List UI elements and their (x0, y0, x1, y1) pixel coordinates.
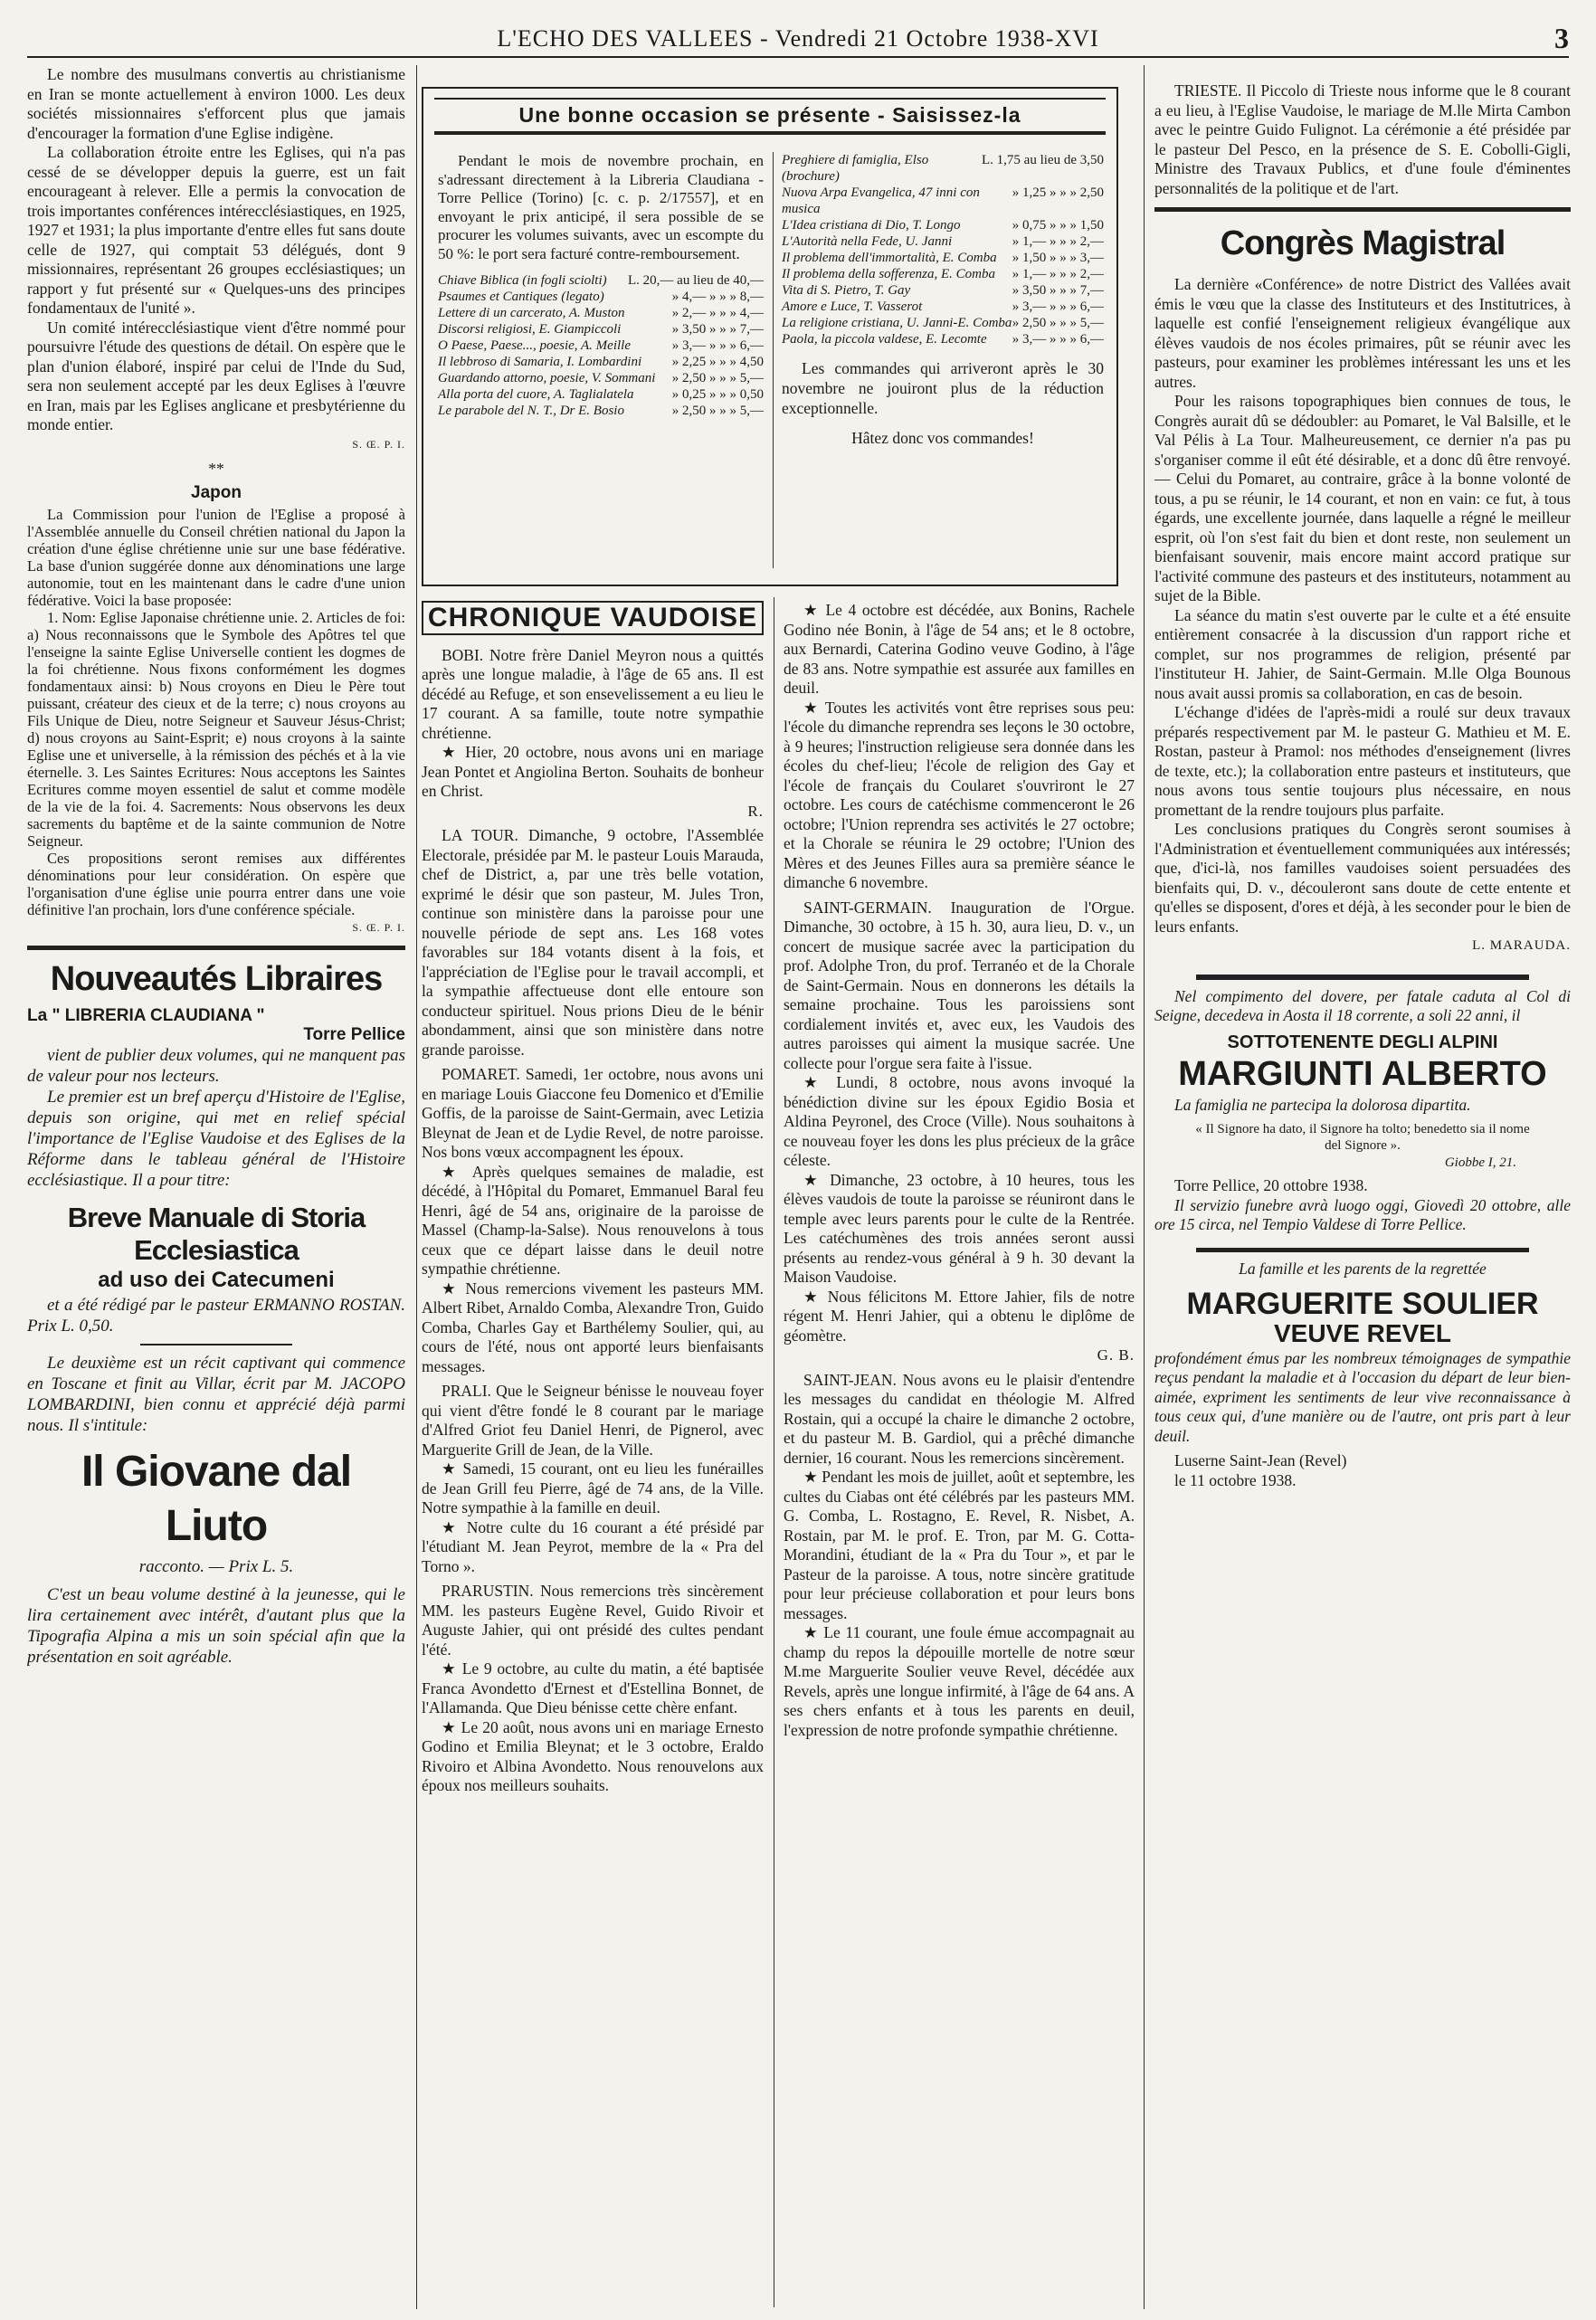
signature: S. Œ. P. I. (352, 921, 405, 934)
article-paragraph: BOBI. Notre frère Daniel Meyron nous a quittés après une longue maladie, à l'âge de 65 ans. Il est décédé au Refuge, et son ensevelissement a eu lieu le 17 courant. A sa famille, toute notre sympathie chrétienne. (422, 645, 764, 742)
offer-hurry: Hâtez donc vos commandes! (851, 429, 1034, 447)
book-offer-price: L. 20,— au lieu de 40,— (628, 273, 764, 288)
book-offer-price: » 1,50 » » » 3,— (1012, 251, 1104, 265)
article-paragraph: Un comité intérecclésiastique vient d'être nommé pour poursuivre l'étude des questions de détail. On espère que le plan d'union élaboré, inspiré par celui de l'Inde du Sud, sera non seulement accepté par les deux Eglises à l'œuvre en Iran, mais par les Eglises anglicane et presbytérienne du monde entier. (27, 318, 405, 433)
book-offer-price: » 2,25 » » » 4,50 (671, 355, 764, 369)
book-offer-title: Nuova Arpa Evangelica, 47 inni con musica (782, 185, 980, 216)
book-offer-item (782, 233, 1104, 250)
signature: G. B. (1097, 1346, 1135, 1364)
book-offer-price: » 1,— » » » 2,— (1012, 234, 1104, 249)
article-paragraph: L'échange d'idées de l'après-midi a roulé sur deux travaux préparés respectivement par M. le pasteur G. Mathieu et M. E. Rostan, pasteur à Pramol: nos méthodes d'enseignement (livres de texte, etc.); la collaboration entre pasteurs et instituteurs, que nous avons tous sentie toujours plus nécessaire, en nous promettant de la rendre toujours plus parfaite. (1154, 703, 1571, 819)
label-la: La (27, 1005, 48, 1025)
article-paragraph: TRIESTE. Il Piccolo di Trieste nous informe que le 8 courant a eu lieu, à l'Eglise Vaudoise, le mariage de M.lle Mirta Cambon avec le peintre Guido Fulignot. La cérémonie a été présidée par le pasteur Del Pesco, en la présence de S. E. Cobolli-Gigli, Ministre des Travaux Publics, et d'une foule d'éminentes personnalités de la politique et de l'art. (1154, 81, 1571, 197)
book-offer-item (782, 331, 1104, 347)
column-4 (1154, 65, 1571, 2309)
book-offer-price: » 0,75 » » » 1,50 (1012, 218, 1104, 233)
article-paragraph: SAINT-JEAN. Nous avons eu le plaisir d'entendre les messages du candidat en théologie M. Alfred Rostain, qui a occupé la chaire le dimanche 2 octobre, et du pasteur M. B. Gardiol, qui a prêché dimanche dernier, 16 courant. Nous les remercions sincèrement. (784, 1370, 1135, 1467)
article-paragraph: ★ Hier, 20 octobre, nous avons uni en mariage Jean Pontet et Angiolina Berton. Souhaits de bonheur en Christ. (422, 743, 764, 800)
book-offer-price: » 3,50 » » » 7,— (671, 322, 764, 337)
offer-left (438, 152, 764, 419)
book-offer-price: » 2,— » » » 4,— (671, 306, 764, 320)
obituary-intro: La famille et les parents de la regrettée (1239, 1259, 1487, 1278)
obituary-date: Torre Pellice, 20 ottobre 1938. (1174, 1176, 1368, 1194)
libreria-name: " LIBRERIA CLAUDIANA " (52, 1005, 265, 1025)
obituary-intro: Nel compimento del dovere, per fatale caduta al Col di Seigne, decedeva in Aosta il 18 corrente, a soli 22 anni, il (1154, 986, 1571, 1024)
divider (27, 946, 405, 950)
book-offer-item (782, 152, 1104, 185)
book-offer-price: » 3,— » » » 6,— (671, 338, 764, 353)
book-offer-price: » 4,— » » » 8,— (671, 290, 764, 304)
book-offer-title: Discorsi religiosi, E. Giampiccoli (438, 322, 622, 337)
masthead (27, 20, 1569, 58)
offer-box (422, 87, 1118, 586)
book-offer-item (782, 250, 1104, 266)
article-paragraph: ★ Samedi, 15 courant, ont eu lieu les funérailles de Jean Grill feu Pierre, âgé de 74 ans, de la Ville. Notre sympathie à la famille en deuil. (422, 1460, 764, 1517)
section-title-chronique: CHRONIQUE VAUDOISE (422, 601, 764, 635)
book-offer-price: » 0,25 » » » 0,50 (671, 387, 764, 402)
obituary-place: Luserne Saint-Jean (Revel) (1174, 1451, 1347, 1469)
obituary-rank: SOTTOTENENTE DEGLI ALPINI (1227, 1032, 1498, 1052)
book-offer-price: » 3,50 » » » 7,— (1012, 283, 1104, 298)
book-offer-title: Il lebbroso di Samaria, I. Lombardini (438, 355, 642, 369)
book-offer-price: » 3,— » » » 6,— (1012, 300, 1104, 314)
heading-nouveautes: Nouveautés Libraires (50, 959, 383, 998)
article-paragraph: SAINT-GERMAIN. Inauguration de l'Orgue. Dimanche, 30 octobre, à 15 h. 30, aura lieu, D. v., un concert de musique sacrée avec la participation du prof. Adolphe Tron, du prof. Terranéo et de la Chorale de Saint-Germain. Nous en donnerons les détails la semaine prochaine. Tous les paroissiens sont cordialement invités et, avec eux, les Vaudois des autres paroisses qui aiment la musique sacrée. Une collecte pour l'orgue sera faite à l'issue. (784, 898, 1135, 1072)
book-offer-title: Guardando attorno, poesie, V. Sommani (438, 371, 656, 385)
book-offer-item (438, 272, 764, 289)
book-offer-item (438, 305, 764, 321)
obituary-quote: « Il Signore ha dato, il Signore ha tolto; benedetto sia il nome del Signore ». (1195, 1121, 1530, 1153)
article-paragraph: Pour les raisons topographiques bien connues de tous, le Congrès aurait dû se dédoubler: au Pomaret, le Val Balsille, et le Val Pélis à La Tour. Malheureusement, ce dernier n'a pas pu s'organiser comme il eût été désirable, et a donc dû être renvoyé. — Celui du Pomaret, au contraire, grâce à la bonne volonté de tous, a pu se réunir, le 14 courant, et non en vain: ce fut, à tous égards, une excellente journée, dans laquelle a régné le meilleur esprit, où l'on s'est fait du bien et dont reste, non seulement un bienfaisant souvenir, mais encore maint accord pratique sur l'activité commune des pasteurs et des instituteurs, notamment au sujet de la Bible. (1154, 392, 1571, 604)
book-offer-title: L'Idea cristiana di Dio, T. Longo (782, 218, 961, 233)
book-offer-title: Amore e Luce, T. Vasserot (782, 300, 923, 314)
article-paragraph: ★ Toutes les activités vont être reprises sous peu: l'école du dimanche reprendra ses leçons le 30 octobre, à 9 heures; l'instruction religieuse sera donnée dans les écoles du chef-lieu; l'école de religion des Gay et l'école de français du Coularet s'ouvriront le 27 octobre. Les cours de catéchisme commenceront le 26 octobre; l'Union reprendra ses activités le 27 octobre; et la Chorale se réunira le 29 octobre; l'Union des Mères et des Jeunes Filles aura sa première séance le dimanche 6 novembre. (784, 698, 1135, 891)
book-subtitle: ad uso dei Catecumeni (98, 1267, 335, 1292)
page-number: 3 (1554, 22, 1569, 54)
book-offer-title: Paola, la piccola valdese, E. Lecomte (782, 332, 987, 347)
book-offer-item (438, 386, 764, 403)
article-paragraph: ★ Nous remercions vivement les pasteurs MM. Albert Ribet, Arnaldo Comba, Alexandre Tron, Guido Comba, Charles Gay et Barthélemy Soulier, qui, au cours de l'été, nous ont apporté leurs bienfaisants messages. (422, 1279, 764, 1375)
obituary-family: La famiglia ne partecipa la dolorosa dipartita. (1174, 1096, 1471, 1114)
book-offer-title: Preghiere di famiglia, Elso (brochure) (782, 153, 929, 184)
article-paragraph: La Commission pour l'union de l'Eglise a proposé à l'Assemblée annuelle du Conseil chrétien national du Japon la création d'une église chrétienne unie sur une base fédérative. La base d'union suggérée donne aux dénominations une large autonomie, tout en les maintenant dans le cadre d'une union fédérative. Voici la base proposée: (27, 506, 405, 609)
divider (140, 1344, 291, 1345)
article-paragraph: Le nombre des musulmans convertis au christianisme en Iran se monte actuellement à environ 1000. Les deux sociétés missionnaires s'efforcent plus que jamais d'encourager la formation d'une Eglise indigène. (27, 65, 405, 142)
book-offer-price: » 1,— » » » 2,— (1012, 267, 1104, 281)
libreria-line (27, 1006, 405, 1026)
book-offer-item (438, 403, 764, 419)
article-paragraph: et a été rédigé par le pasteur ERMANNO ROSTAN. Prix L. 0,50. (27, 1296, 405, 1336)
book-offer-item (438, 338, 764, 354)
offer-divider (773, 152, 774, 568)
heading-congres: Congrès Magistral (1220, 224, 1506, 262)
signature: L. MARAUDA. (1472, 938, 1571, 953)
divider (1154, 207, 1571, 212)
obituary-text: profondément émus par les nombreux témoignages de sympathie reçus pendant la maladie et à l'occasion du départ de leur bien-aimée, expriment les sentiments de leur vive reconnaissance à tous ceux qui, d'une manière ou de l'autre, ont pris part à leur deuil. (1154, 1348, 1571, 1445)
offer-note: Les commandes qui arriveront après le 30 novembre ne jouiront plus de la réduction exceptionnelle. (782, 359, 1104, 417)
book-offer-item (782, 217, 1104, 233)
offer-right (782, 152, 1104, 448)
column-rule (416, 65, 417, 2309)
newspaper-title: L'ECHO DES VALLEES - Vendredi 21 Octobre 1938-XVI (497, 25, 1099, 52)
book-offer-item (782, 315, 1104, 331)
article-paragraph: C'est un beau volume destiné à la jeunesse, qui le lira certainement avec intérêt, d'autant plus que la Tipografia Alpina a mis un soin spécial afin que la présentation en soit agréable. (27, 1584, 405, 1667)
article-paragraph: ★ Nous félicitons M. Ettore Jahier, fils de notre régent M. Henri Jahier, qui a obtenu le diplôme de géomètre. (784, 1287, 1135, 1345)
column-2 (422, 601, 764, 2311)
book-offer-title: Lettere di un carcerato, A. Muston (438, 306, 625, 320)
libreria-city: Torre Pellice (303, 1025, 405, 1044)
column-3 (784, 601, 1135, 2311)
article-paragraph: vient de publier deux volumes, qui ne manquent pas de valeur pour nos lecteurs. (27, 1045, 405, 1086)
offer-header: Une bonne occasion se présente - Saisissez-la (434, 98, 1106, 135)
book-offer-price: L. 1,75 au lieu de 3,50 (982, 153, 1104, 167)
book-offer-item (438, 321, 764, 338)
article-paragraph: ★ Le 4 octobre est décédée, aux Bonins, Rachele Godino née Bonin, à l'âge de 54 ans; et le 8 octobre, aux Bernardi, Caterina Godino veuve Godino, à l'âge de 83 ans. Notre sympathie est assurée aux familles en deuil. (784, 601, 1135, 697)
book-offer-price: » 2,50 » » » 5,— (671, 371, 764, 385)
book-offer-title: Chiave Biblica (in fogli sciolti) (438, 273, 607, 288)
book-offer-title: Vita di S. Pietro, T. Gay (782, 283, 911, 298)
article-paragraph: ★ Le 20 août, nous avons uni en mariage Ernesto Godino et Emilia Bleynat; et le 3 octobre, Eraldo Rivoiro et Albina Avondetto. Nous renouvelons aux époux nos meilleurs souhaits. (422, 1717, 764, 1794)
book-title-breve: Breve Manuale di Storia Ecclesiastica (67, 1201, 366, 1266)
article-paragraph: La séance du matin s'est ouverte par le culte et a été ensuite entièrement consacrée à la discussion d'un rapport riche et complet, sur nos programmes de religion, présenté par l'instituteur H. Jahier, de Saint-Germain. M.lle Olga Bounous nous avait aussi promis sa collaboration, en cas de besoin. (1154, 605, 1571, 702)
book-offer-item (782, 266, 1104, 282)
book-offer-item (438, 354, 764, 370)
book-offer-title: Il problema della sofferenza, E. Comba (782, 267, 995, 281)
article-paragraph: ★ Pendant les mois de juillet, août et septembre, les cultes du Ciabas ont été célébrés par les pasteurs MM. G. Comba, L. Rostagno, E. Revel, R. Nisbet, A. Rostain, par M. le prof. E. Tron, par M. G. Cotta-Morandini, étudiant de la « Pra du Tour », et par le Pasteur de la paroisse. A tous, notre sincère gratitude pour leur précieuse collaboration et pour leurs bons messages. (784, 1468, 1135, 1622)
article-paragraph: Le premier est un bref aperçu d'Histoire de l'Eglise, depuis son origine, qui met en relief spécial l'importance de l'Eglise Vaudoise et des Eglises de la Réforme dans le tableau général de l'Histoire ecclésiastique. Il a pour titre: (27, 1087, 405, 1190)
book-offer-item (782, 282, 1104, 299)
article-paragraph: La dernière «Conférence» de notre District des Vallées avait émis le vœu que la classe des Instituteurs et des Institutrices, à laquelle est confié l'enseignement religieux évangélique aux élèves vaudois de nos écoles primaires, pût se réunir avec les pasteurs, pour examiner les problèmes intéressant les uns et les autres. (1154, 275, 1571, 391)
article-paragraph: Ces propositions seront remises aux différentes dénominations pour leur considération. On espère que l'organisation d'une église unie pourra entrer dans une voie définitive l'an prochain, lors d'une conférence spéciale. (27, 850, 405, 918)
article-paragraph: PRALI. Que le Seigneur bénisse le nouveau foyer qui vient d'être fondé le 8 courant par le mariage d'Alfred Griot feu Daniel Henri, de Pignerol, avec Marguerite Grill de Jean, de la Ville. (422, 1382, 764, 1459)
section-heading-japon: Japon (191, 482, 242, 502)
obituary-funeral: Il servizio funebre avrà luogo oggi, Giovedì 20 ottobre, alle ore 15 circa, nel Tempio Valdese di Torre Pellice. (1154, 1195, 1571, 1233)
book-price: racconto. — Prix L. 5. (138, 1557, 294, 1576)
book-title-giovane: Il Giovane dal Liuto (81, 1448, 352, 1550)
book-offer-item (782, 299, 1104, 315)
offer-intro: Pendant le mois de novembre prochain, en s'adressant directement à la Libreria Claudiana - Torre Pellice (Torino) [c. c. p. 2/17557], et en envoyant le prix anticipé, il sera possible de se procurer les volumes suivants, avec un escompte du 50 %: le port sera facturé contre-remboursement. (438, 152, 764, 262)
obituary-date: le 11 octobre 1938. (1174, 1470, 1297, 1489)
article-paragraph: ★ Lundi, 8 octobre, nous avons invoqué la bénédiction divine sur les époux Egidio Bosia et Aldina Peyronel, des Croce (Ville). Nous souhaitons à ce nouveau foyer les dons les plus précieux de la grâce céleste. (784, 1073, 1135, 1169)
book-offer-title: Alla porta del cuore, A. Taglialatela (438, 387, 634, 402)
column-rule (1144, 65, 1145, 2309)
book-offer-item (438, 289, 764, 305)
book-offer-item (438, 370, 764, 386)
signature: S. Œ. P. I. (352, 437, 405, 451)
article-paragraph: ★ Notre culte du 16 courant a été présidé par l'étudiant M. Jean Peyrot, membre de la « Pra del Torno ». (422, 1517, 764, 1575)
obituary-name: MARGIUNTI ALBERTO (1178, 1055, 1547, 1093)
obituary-name: MARGUERITE SOULIER (1186, 1287, 1539, 1321)
article-paragraph: Les conclusions pratiques du Congrès seront soumises à l'Administration et éventuellement communiquées aux intéressés; que, d'ici-là, nos familles vaudoises soient persuadées des bienfaits qui, D. v., découleront sans doute de cette entente et qu'elles se disposent, d'ores et déjà, à les seconder pour le bien de leurs enfants. (1154, 820, 1571, 936)
book-offer-title: Le parabole del N. T., Dr E. Bosio (438, 404, 624, 418)
article-paragraph: La collaboration étroite entre les Eglises, qui n'a pas cessé de se développer depuis la guerre, est un fait encourageant à relever. Elle a permis la convocation de trois importantes conférences intérecclésiastiques, en 1925, 1927 et 1931; la plus importante d'entre elles fut sans doute celle de 1927, qui comptait 53 délégués, dont 9 missionnaires, représentant 26 groupes ecclésiastiques; un rapport y fut présenté sur « Quelques-uns des principes fondamentaux de l'unité ». (27, 143, 405, 317)
article-paragraph: POMARET. Samedi, 1er octobre, nous avons uni en mariage Louis Giaccone feu Domenico et d'Emilie Goffis, de la paroisse de Saint-Germain, avec Letizia Bleynat de Jean et de Lydie Revel, de notre paroisse. Nos bons vœux accompagnent les époux. (422, 1065, 764, 1161)
book-offer-title: O Paese, Paese..., poesie, A. Meille (438, 338, 631, 353)
book-offer-price: » 1,25 » » » 2,50 (1012, 185, 1104, 200)
article-paragraph: ★ Dimanche, 23 octobre, à 10 heures, tous les élèves vaudois de toute la paroisse se réuniront dans le temple avec leurs parents pour le culte de la Rentrée. Les catéchumènes des trois années seront aussi présents au rendez-vous général à 9 h. 30 devant la Maison Vaudoise. (784, 1170, 1135, 1286)
book-offer-title: L'Autorità nella Fede, U. Janni (782, 234, 953, 249)
article-paragraph: 1. Nom: Eglise Japonaise chrétienne unie. 2. Articles de foi: a) Nous reconnaissons que le Symbole des Apôtres tel que l'enseigne la sainte Eglise Universelle contient les dogmes de la foi chrétienne. Nous fixons conformément les dogmes fondamentaux ainsi: b) Nous croyons en Dieu le Père tout puissant, créateur des cieux et de la terre; c) nous croyons au Fils Unique de Dieu, notre Seigneur et Sauveur Jésus-Christ; d) nous croyons au Saint-Esprit; e) nous croyons à la sainte Eglise une et universelle, à la rémission des péchés et à la vie éternelle. 3. Les Saintes Ecritures: Nous acceptons les Saintes Ecritures comme moyen essentiel de salut et comme modèle de la vie de la foi. 4. Sacrements: Nous observons les deux sacrements du baptême et de la sainte communion de Notre Seigneur. (27, 609, 405, 850)
divider (1196, 1248, 1529, 1252)
stars-separator: ** (208, 460, 224, 478)
column-1 (27, 65, 405, 2309)
book-offer-item (782, 185, 1104, 217)
book-offer-price: » 2,50 » » » 5,— (1012, 316, 1104, 330)
book-offer-title: Psaumes et Cantiques (legato) (438, 290, 604, 304)
book-offer-title: Il problema dell'immortalità, E. Comba (782, 251, 997, 265)
article-paragraph: ★ Après quelques semaines de maladie, est décédé, à l'Hôpital du Pomaret, Emmanuel Baral feu Henri, âgé de 54 ans, originaire de la paroisse de Massel (Champ-la-Salse). Nous renouvelons à tous ceux que ce départ laisse dans le deuil notre sympathie chrétienne. (422, 1162, 764, 1278)
article-paragraph: Le deuxième est un récit captivant qui commence en Toscane et finit au Villar, écrit par M. JACOPO LOMBARDINI, bien connu et apprécié déjà parmi nous. Il s'intitule: (27, 1354, 405, 1435)
book-offer-title: La religione cristiana, U. Janni-E. Comba (782, 316, 1012, 330)
article-paragraph: ★ Le 11 courant, une foule émue accompagnait au champ du repos la dépouille mortelle de notre sœur M.me Marguerite Soulier veuve Revel, décédée aux Revels, après une longue infirmité, à l'âge de 64 ans. A ses chers enfants et à tous les parents en deuil, l'expression de notre profonde sympathie chrétienne. (784, 1623, 1135, 1739)
obituary-subtitle: VEUVE REVEL (1273, 1319, 1452, 1347)
divider (1196, 975, 1529, 980)
article-paragraph: ★ Le 9 octobre, au culte du matin, a été baptisée Franca Avondetto d'Ernest et d'Estellina Bonnet, de l'Allamanda. Que Dieu bénisse cette chère enfant. (422, 1659, 764, 1716)
signature: R. (747, 802, 764, 820)
offer-list-left (438, 272, 764, 419)
book-offer-price: » 3,— » » » 6,— (1012, 332, 1104, 347)
article-paragraph: LA TOUR. Dimanche, 9 octobre, l'Assemblée Electorale, présidée par M. le pasteur Louis Marauda, chef de District, a, par une très belle votation, exprimé le désir que son pasteur, M. Jules Tron, continue son ministère dans la paroisse pour une nouvelle période de sept ans. Les 168 votes favorables sur 184 votants disent à la fois, et l'appréciation de l'Eglise pour le travail accompli, et la sympathie affectueuse dont elle entoure son conducteur spirituel. Nous prions Dieu de le bénir abondamment, ainsi que son ministère dans notre grande paroisse. (422, 826, 764, 1059)
book-offer-price: » 2,50 » » » 5,— (671, 404, 764, 418)
article-paragraph: PRARUSTIN. Nous remercions très sincèrement MM. les pasteurs Eugène Revel, Guido Rivoir et Auguste Jahier, qui ont présidé des cultes pendant l'été. (422, 1582, 764, 1659)
obituary-reference: Giobbe I, 21. (1444, 1155, 1516, 1170)
offer-list-right (782, 152, 1104, 347)
